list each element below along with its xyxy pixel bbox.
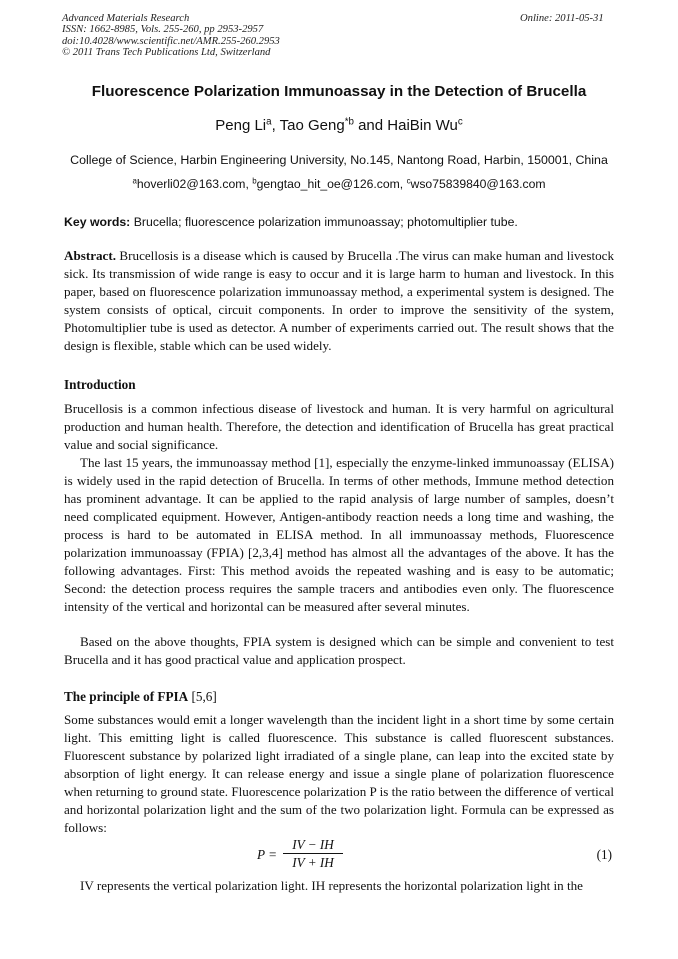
equation-fraction — [283, 836, 343, 872]
online-date: Online: 2011-05-31 — [520, 13, 604, 24]
journal-name: Advanced Materials Research — [62, 13, 190, 24]
equation-lhs: P = — [257, 847, 278, 862]
author-affil-mark: *b — [344, 116, 354, 128]
equation-denominator: IV + IH — [292, 855, 334, 870]
section-heading-introduction: Introduction — [64, 377, 136, 392]
email-separator: , — [399, 177, 407, 191]
principle-heading-text: The principle of FPIA — [64, 689, 189, 704]
affiliation: College of Science, Harbin Engineering University, No.145, Nantong Road, Harbin, 150001, China — [70, 153, 608, 167]
author-separator: , — [271, 117, 280, 134]
author-name: Tao Geng — [279, 117, 345, 134]
email-mark: c — [406, 176, 411, 186]
journal-doi: doi:10.4028/www.scientific.net/AMR.255-260.2953 — [62, 35, 280, 47]
abstract-label: Abstract. — [64, 248, 116, 263]
section-heading-principle — [64, 689, 217, 705]
intro-paragraph-3: Based on the above thoughts, FPIA system is designed which can be simple and convenient to test Brucella and it has good practical value and application prospect. — [64, 634, 614, 667]
equation-number: (1) — [596, 847, 612, 862]
author-affil-mark: a — [266, 116, 272, 128]
abstract — [64, 247, 614, 355]
author-affil-mark: c — [457, 116, 463, 128]
email-mark: b — [252, 176, 257, 186]
principle-heading-citation: [5,6] — [188, 689, 217, 704]
journal-issn: ISSN: 1662-8985, Vols. 255-260, pp 2953-2957 — [62, 24, 264, 36]
intro-paragraph-1: Brucellosis is a common infectious disease of livestock and human. It is very harmful on agricultural production and human health. Therefore, the detection and identification of Brucella has great practical value and social significance. — [64, 401, 614, 452]
email-mark: a — [132, 176, 137, 186]
equation-1 — [64, 836, 614, 874]
author-name: Peng Li — [215, 117, 267, 134]
author-name: HaiBin Wu — [387, 117, 458, 134]
email-link[interactable]: wso75839840@163.com — [410, 177, 546, 191]
journal-copyright: © 2011 Trans Tech Publications Ltd, Switzerland — [62, 47, 271, 59]
email-link[interactable]: hoverli02@163.com — [136, 177, 246, 191]
email-list — [0, 177, 678, 191]
abstract-text: Brucellosis is a disease which is caused by Brucella .The virus can make human and livestock sick. Its transmission of wide range is easy to occur and it is large harm to human and livestock. In this paper, based on fluorescence polarization immunoassay method, a experimental system is designed. The system consists of optical, circuit components. In order to improve the sensitivity of the system, Photomultiplier tube is used as detector. A number of experiments carried out. The result shows that the design is flexible, stable which can be used widely. — [64, 248, 614, 353]
author-separator: and — [353, 117, 388, 134]
keywords-text: Brucella; fluorescence polarization immunoassay; photomultiplier tube. — [130, 215, 518, 229]
email-link[interactable]: gengtao_hit_oe@126.com — [256, 177, 400, 191]
keywords — [64, 215, 518, 229]
principle-paragraph-1: Some substances would emit a longer wavelength than the incident light in a short time by some certain light. This emitting light is called fluorescence. This substance is called fluorescent substances. Fluorescent substance by polarized light irradiated of a single plane, can leap into the excited state by absorption of light energy. It can release energy and issue a single plane of polarization fluorescence when returning to ground state. Fluorescence polarization P is the ratio between the difference of vertical and horizontal polarization light and the sum of the two polarization light. Formula can be expressed as follows: — [64, 712, 614, 835]
author-list — [0, 117, 678, 134]
keywords-label: Key words: — [64, 215, 131, 229]
principle-paragraph-2: IV represents the vertical polarization light. IH represents the horizontal polarization light in the — [80, 878, 583, 893]
equation-numerator: IV − IH — [283, 836, 343, 854]
journal-header — [62, 13, 280, 59]
email-separator: , — [245, 177, 253, 191]
intro-paragraph-2: The last 15 years, the immunoassay method [1], especially the enzyme-linked immunoassay (ELISA) is widely used in the rapid detection of Brucella. In terms of other methods, Immune method detection has prominent advantage. It can be applied to the rapid analysis of large number of samples, doesn’t need complicated equipment. However, Antigen-antibody reaction needs a long time and washing, the process is hard to be automated in ELISA method. In all immunoassay methods, Fluorescence polarization immunoassay (FPIA) [2,3,4] method has almost all the advantages of the above. It has the following advantages. First: This method avoids the repeated washing and is easy to be automatic; Second: the detection process requires the sample tracers and antibodies even only. The fluorescence intensity of the vertical and horizontal can be measured after several minutes. — [64, 455, 614, 614]
paper-title: Fluorescence Polarization Immunoassay in the Detection of Brucella — [91, 83, 587, 100]
